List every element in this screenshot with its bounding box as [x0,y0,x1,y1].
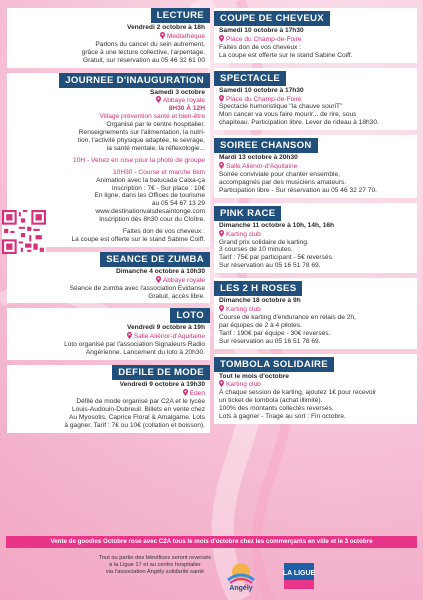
event-location [12,389,205,398]
event-text: Séance de zumba avec l'association Evidanse [69,284,205,292]
event-location-label: Abbaye royale [162,97,205,105]
event-location [12,96,205,105]
event-text: Village prévention santé et bien-être [99,113,205,121]
event-text: Inscription dès 8h30 cour du Cloître. [99,216,205,224]
event-text: 10H30 - Course et marche 6km [113,168,205,176]
event-date: Dimanche 4 octobre à 10h30 [115,267,205,275]
event-text: En ligne, dans les Offices de tourisme [94,192,205,200]
event-location-label: Salle Aliénor-d'Aquitaine [226,163,298,171]
event-text: Animation avec la batucada Caixa-ça [96,176,205,184]
event-date: Tout le mois d'octobre [219,372,289,380]
event-text: Angérienne. Lancement du loto à 20h30. [85,349,205,357]
event-text: Inscription : 7€ - Sur place : 10€ [111,184,205,192]
event-location [219,305,412,314]
event-text: Grand prix solidaire de karting. [219,238,309,246]
svg-text:LA LIGUE: LA LIGUE [282,570,316,577]
location-pin-icon [183,389,188,396]
event-location-label: Abbaye royale [162,276,205,284]
event-text: tion, l'activité physique adaptée, le sevrage, [77,136,205,144]
event-card-mode [7,365,210,432]
event-location-label: Eden [189,390,205,397]
location-pin-icon [127,332,132,339]
event-text: Faites don de vos cheveux : [219,43,302,51]
location-pin-icon [156,96,161,103]
event-text: par équipes de 2 à 4 pilotes. [219,321,302,329]
event-text: Organisé par le centre hospitalier. [106,121,205,129]
event-text: au 05 54 67 13 29 [151,200,205,208]
event-card-loto [7,308,210,360]
event-card-cheveux [214,8,417,63]
event-title: SPECTACLE [214,71,286,86]
event-body [7,267,210,301]
event-date: Samedi 3 octobre [150,88,205,96]
qr-code-icon [2,210,46,254]
event-title: TOMBOLA SOLIDAIRE [214,357,334,372]
event-text: Loto organisé par l'association Signaleurs Radio [64,341,205,349]
event-date: Vendredi 9 octobre à 19h30 [119,381,205,389]
event-text: La coupe est offerte sur le stand Sabine Coiff. [71,235,205,243]
event-title: COUPE DE CHEVEUX [214,11,330,26]
event-card-chanson [214,135,417,198]
event-text: Défilé de mode organisé par C2A et le lycée [76,397,205,405]
event-location-label: Place du Champ-de-Foire [226,35,302,43]
footer-line: Tout ou partie des bénéfices seront reversés [99,555,211,561]
event-text: Participation libre - Sur réservation au 05 46 32 27 70. [219,186,377,194]
location-pin-icon [156,276,161,283]
event-date: Samedi 10 octobre à 17h30 [219,27,304,34]
event-location-label: Karting club [226,230,261,238]
event-location [219,162,412,171]
location-pin-icon [219,95,224,102]
event-date: Dimanche 18 octobre à 9h [219,297,301,305]
location-pin-icon [219,380,224,387]
svg-text:Angély: Angély [229,585,253,592]
right-column [214,8,417,429]
event-location [12,32,205,41]
event-body [214,221,417,270]
event-text: grâce à une lecture collective, l'arpentage. [81,48,205,56]
event-text: Parlons du cancer du sein autrement, [95,40,205,48]
event-text: Course de karting d'endurance en relais de 2h, [219,313,356,321]
event-location [12,332,205,341]
event-body [214,26,417,60]
event-text: un ticket de tombola (achat illimité). [219,397,323,405]
goodies-banner: Vente de goodies Octobre rose avec C2A tous le mois d'octobre chez les commerçants en ville et le 3 octobre [6,536,417,548]
event-text: Au Myosotis, Caprice Floral & Amalgame. Lots [69,413,205,421]
event-title: SOIREE CHANSON [214,138,318,153]
event-text: www.destinationvalsdesaintonge.com [95,208,205,216]
event-body [214,86,417,128]
event-date: Mardi 13 octobre à 20h30 [219,154,298,162]
event-text: Sur réservation au 05 16 51 78 69. [219,337,321,345]
event-location-label: Karting club [226,381,261,389]
event-text: à gagner. Tarif : 7€ ou 10€ (collation et boisson). [64,421,205,429]
event-location-label: Karting club [226,306,261,314]
event-location [12,276,205,285]
event-text: Gratuit, sur réservation au 05 46 32 61 00 [82,56,205,64]
event-card-pinkrace [214,203,417,273]
location-pin-icon [219,35,224,42]
event-body [214,296,417,345]
event-text: Spectacle humoristique "la chauve souriT" [219,103,343,111]
location-pin-icon [219,305,224,312]
qr-code[interactable] [2,210,46,254]
location-pin-icon [160,32,165,39]
angely-logo [222,560,260,592]
location-pin-icon [219,230,224,237]
event-location [219,230,412,239]
event-location-label: Salle Aliénor-d'Aquitaine [133,333,205,341]
event-location [219,95,412,104]
event-title: SEANCE DE ZUMBA [100,252,210,267]
event-text: Tarif : 190€ par équipe - 30€ reversés. [219,329,331,337]
event-location [219,35,412,44]
event-card-lecture [7,8,210,68]
event-text: 100% des montants collectés reversés. [219,405,334,413]
event-date: Vendredi 2 octobre à 18h [126,24,205,31]
event-date: Dimanche 11 octobre à 10h, 14h, 16h [219,221,335,229]
event-body [7,323,210,357]
event-date: Samedi 10 octobre à 17h30 [219,86,304,94]
event-card-tombola [214,354,417,424]
event-text: Gratuit, accès libre. [148,292,205,300]
location-pin-icon [219,162,224,169]
event-text: 3 courses de 10 minutes. [219,246,293,254]
event-body [214,372,417,421]
la-ligue-logo [282,560,316,592]
event-text: la santé mentale, la réflexologie... [106,144,205,152]
event-card-roses [214,278,417,348]
event-text: Sur réservation au 05 16 51 78 69. [219,262,321,270]
event-text: Soirée conviviale pour chanter ensemble, [219,170,340,178]
event-text: 8H30 À 12H [168,105,205,113]
event-text: 10H - Venez en rose pour la photo de groupe [73,156,205,164]
event-title: LES 2 H ROSES [214,281,302,296]
event-text: Renseignements sur l'alimentation, la nutri- [78,129,205,137]
event-text: À chaque session de karting, ajoutez 1€ pour recevoir [219,389,377,397]
event-card-spectacle [214,68,417,131]
event-text: accompagnés par des musiciens amateurs. [219,178,347,186]
event-text: Lots à gagner - Tirage au sort : Fin octobre. [219,413,346,421]
event-title: PINK RACE [214,206,281,221]
event-location-label: Place du Champ-de-Foire [226,95,302,103]
event-date: Vendredi 9 octobre à 19h [126,324,205,332]
event-title: JOURNEE D'INAUGURATION [59,73,210,88]
event-card-zumba [7,252,210,304]
event-title: LOTO [170,308,210,323]
event-body [214,153,417,195]
footer-line: via l'association Angély solidarité santé [105,569,205,575]
event-text: Mon cancer va vous faire mourir... de rire, sous [219,111,357,119]
event-body [7,380,210,429]
event-text: La coupe est offerte sur le stand Sabine Coiff. [219,51,353,59]
footer-line: à la Ligue 17 et au centre hospitalier [109,562,201,568]
footer-note [70,555,240,576]
event-location-label: Médiathèque [166,32,205,40]
event-body [7,23,210,65]
event-text: Faites don de vos cheveux : [122,228,205,236]
event-text: Louis-Audouin-Dubreuil. Billets en vente chez [71,405,205,413]
event-text: Tarif : 75€ par participant - 5€ reversés. [219,254,334,262]
event-title: LECTURE [151,8,210,23]
event-title: DEFILE DE MODE [112,365,210,380]
event-text: chapiteau. Participation libre. Lever de rideau à 18h30. [219,119,379,127]
